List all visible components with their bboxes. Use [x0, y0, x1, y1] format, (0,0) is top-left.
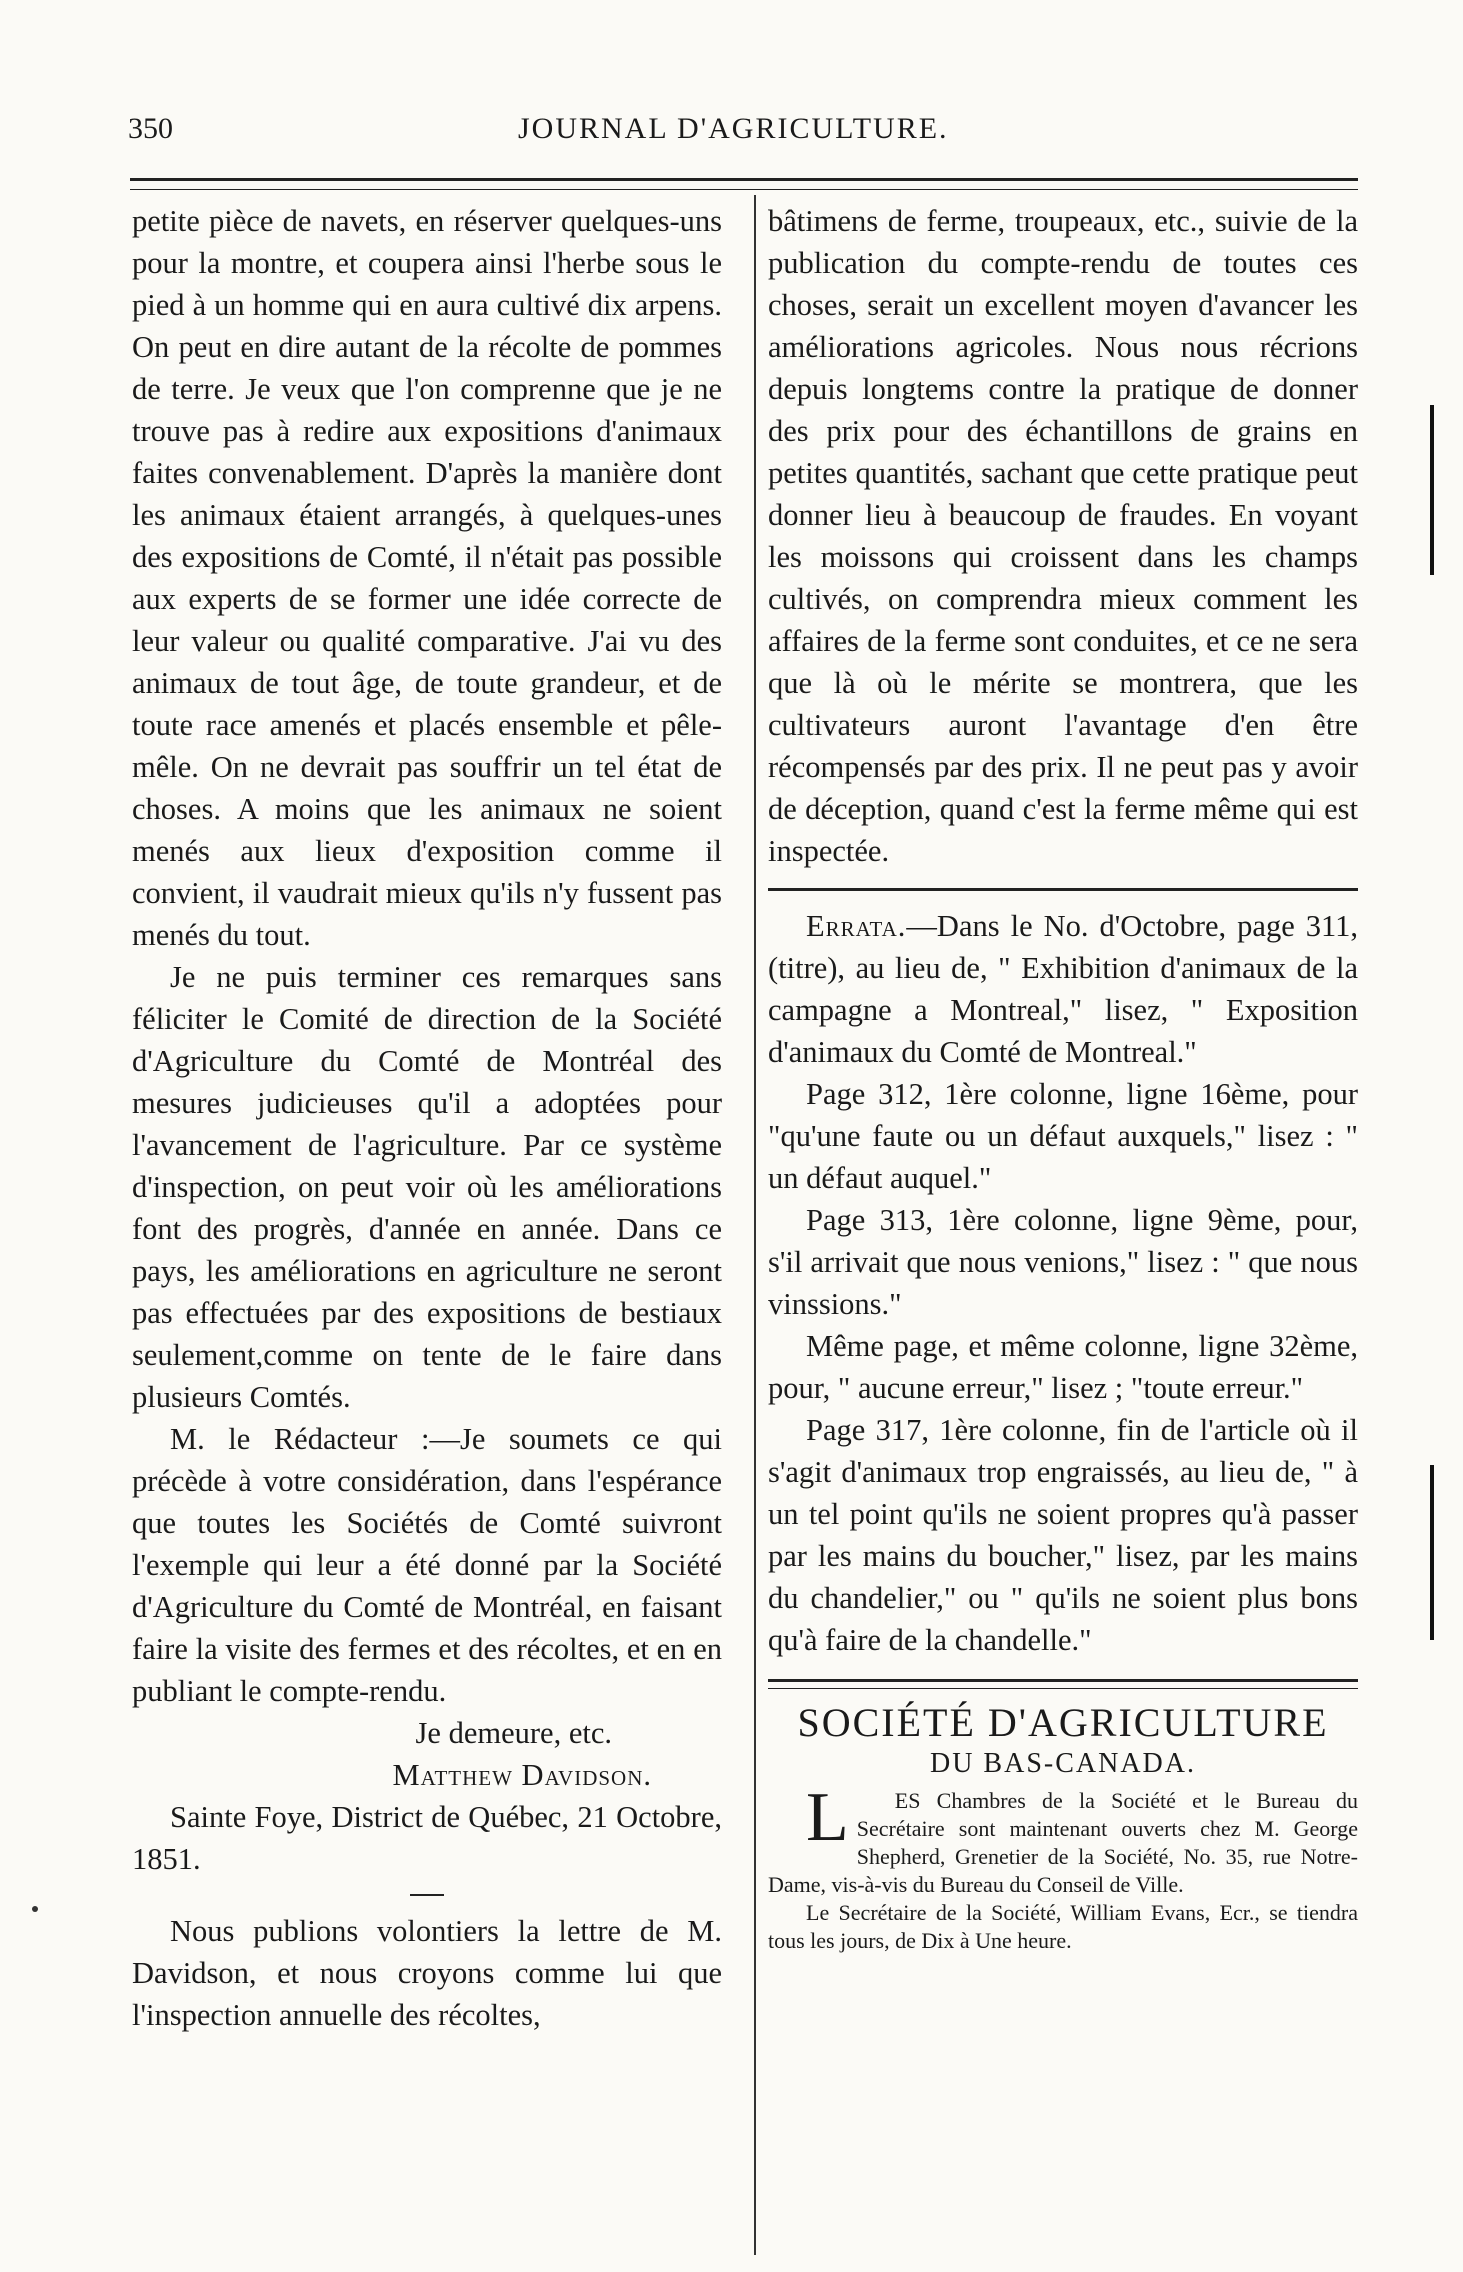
- margin-mark-lower: [1430, 1465, 1434, 1640]
- errata-item-2: Page 312, 1ère colonne, ligne 16ème, pour "qu'une faute ou un défaut auxquels," lisez : " un défaut auquel.": [768, 1077, 1358, 1195]
- page-number: 350: [128, 112, 173, 145]
- left-column: [132, 200, 722, 2036]
- margin-mark-upper: [1430, 405, 1434, 575]
- letter-paragraph-2: Je ne puis terminer ces remarques sans féliciter le Comité de direction de la Société d'Agriculture du Comté de Montréal des mesures judicieuses qu'il a adoptées pour l'avancement de l'agriculture. Par ce système d'inspection, on peut voir où les améliorations font des progrès, d'année en année. Dans ce pays, les améliorations en agriculture ne seront pas effectuées par des expositions de bestiaux seulement,comme on tente de le faire dans plusieurs Comtés.: [132, 960, 722, 1414]
- society-notice: [768, 1779, 1358, 1899]
- errata-label: Errata.: [806, 909, 907, 943]
- society-notice-2: Le Secrétaire de la Société, William Evans, Ecr., se tiendra tous les jours, de Dix à Une heure.: [768, 1900, 1358, 1953]
- editorial-continuation: bâtimens de ferme, troupeaux, etc., suivie de la publication du compte-rendu de toutes ces choses, serait un excellent moyen d'avancer les améliorations agricoles. Nous nous récrions depuis longtems contre la pratique de donner des prix pour des échantillons de grains en petites quantités, sachant que cette pratique peut donner lieu à beaucoup de fraudes. En voyant les moissons qui croissent dans les champs cultivés, on comprendra mieux comment les affaires de la ferme sont conduites, et ce ne sera que là où le mérite se montrera, que les cultivateurs auront l'avantage d'en être récompensés par des prix. Il ne peut pas y avoir de déception, quand c'est la ferme même qui est inspectée.: [768, 204, 1358, 868]
- running-head: [128, 112, 1358, 162]
- journal-title: JOURNAL D'AGRICULTURE.: [518, 112, 949, 145]
- notice-dropcap: L: [806, 1779, 849, 1856]
- column-divider: [754, 195, 756, 2255]
- society-rule: [768, 1679, 1358, 1689]
- letter-paragraph-3: M. le Rédacteur :—Je soumets ce qui précède à votre considération, dans l'espérance que toutes les Sociétés de Comté suivront l'exemple qui leur a été donné par la Société d'Agriculture du Comté de Montréal, en faisant faire la visite des fermes et des récoltes, et en en publiant le compte-rendu.: [132, 1422, 722, 1708]
- letter-signature: Matthew Davidson.: [392, 1758, 652, 1792]
- margin-dot: [32, 1906, 38, 1912]
- notice-text: ES Chambres de la Société et le Bureau du Secrétaire sont maintenant ouverts chez M. George Shepherd, Grenetier de la Société, No. 35, rue Notre-Dame, vis-à-vis du Bureau du Conseil de Ville.: [768, 1788, 1358, 1897]
- errata-item-5: Page 317, 1ère colonne, fin de l'article où il s'agit d'animaux trop engraissés, au lieu de, " à un tel point qu'ils ne soient propres qu'à passer par les mains du boucher," lisez, par les mains du chandelier," ou " qu'ils ne soient plus bons qu'à faire de la chandelle.": [768, 1413, 1358, 1657]
- letter-closing: Je demeure, etc.: [415, 1716, 612, 1750]
- letter-paragraph-1: petite pièce de navets, en réserver quelques-uns pour la montre, et coupera ainsi l'herbe sous le pied à un homme qui en aura cultivé dix arpens. On peut en dire autant de la récolte de pommes de terre. Je veux que l'on comprenne que je ne trouve pas à redire aux expositions d'animaux faites convenablement. D'après la manière dont les animaux étaient arrangés, à quelques-unes des expositions de Comté, il n'était pas possible aux experts de se former une idée correcte de leur valeur ou qualité comparative. J'ai vu des animaux de tout âge, de toute grandeur, et de toute race amenés et placés ensemble et pêle-mêle. On ne devrait pas souffrir un tel état de choses. A moins que les animaux ne soient menés aux lieux d'exposition comme il convient, il vaudrait mieux qu'ils n'y fussent pas menés du tout.: [132, 204, 722, 952]
- errata-item-3: Page 313, 1ère colonne, ligne 9ème, pour, s'il arrivait que nous venions," lisez : " que nous vinssions.": [768, 1203, 1358, 1321]
- right-column: [768, 200, 1358, 1955]
- errata-paragraph: [768, 905, 1358, 1073]
- editorial-paragraph: Nous publions volontiers la lettre de M. Davidson, et nous croyons comme lui que l'inspection annuelle des récoltes,: [132, 1914, 722, 2032]
- section-dash: [410, 1894, 444, 1896]
- errata-item-4: Même page, et même colonne, ligne 32ème, pour, " aucune erreur," lisez ; "toute erreur.": [768, 1329, 1358, 1405]
- header-rule: [130, 178, 1358, 190]
- letter-place-date: Sainte Foye, District de Québec, 21 Octobre, 1851.: [132, 1800, 722, 1876]
- society-title: SOCIÉTÉ D'AGRICULTURE: [797, 1700, 1329, 1745]
- errata-rule: [768, 888, 1358, 891]
- society-subtitle: DU BAS-CANADA.: [929, 1748, 1196, 1779]
- errata-text: —Dans le No. d'Octobre, page 311, (titre), au lieu de, " Exhibition d'animaux de la campagne a Montreal," lisez, " Exposition d'animaux du Comté de Montreal.": [768, 909, 1358, 1069]
